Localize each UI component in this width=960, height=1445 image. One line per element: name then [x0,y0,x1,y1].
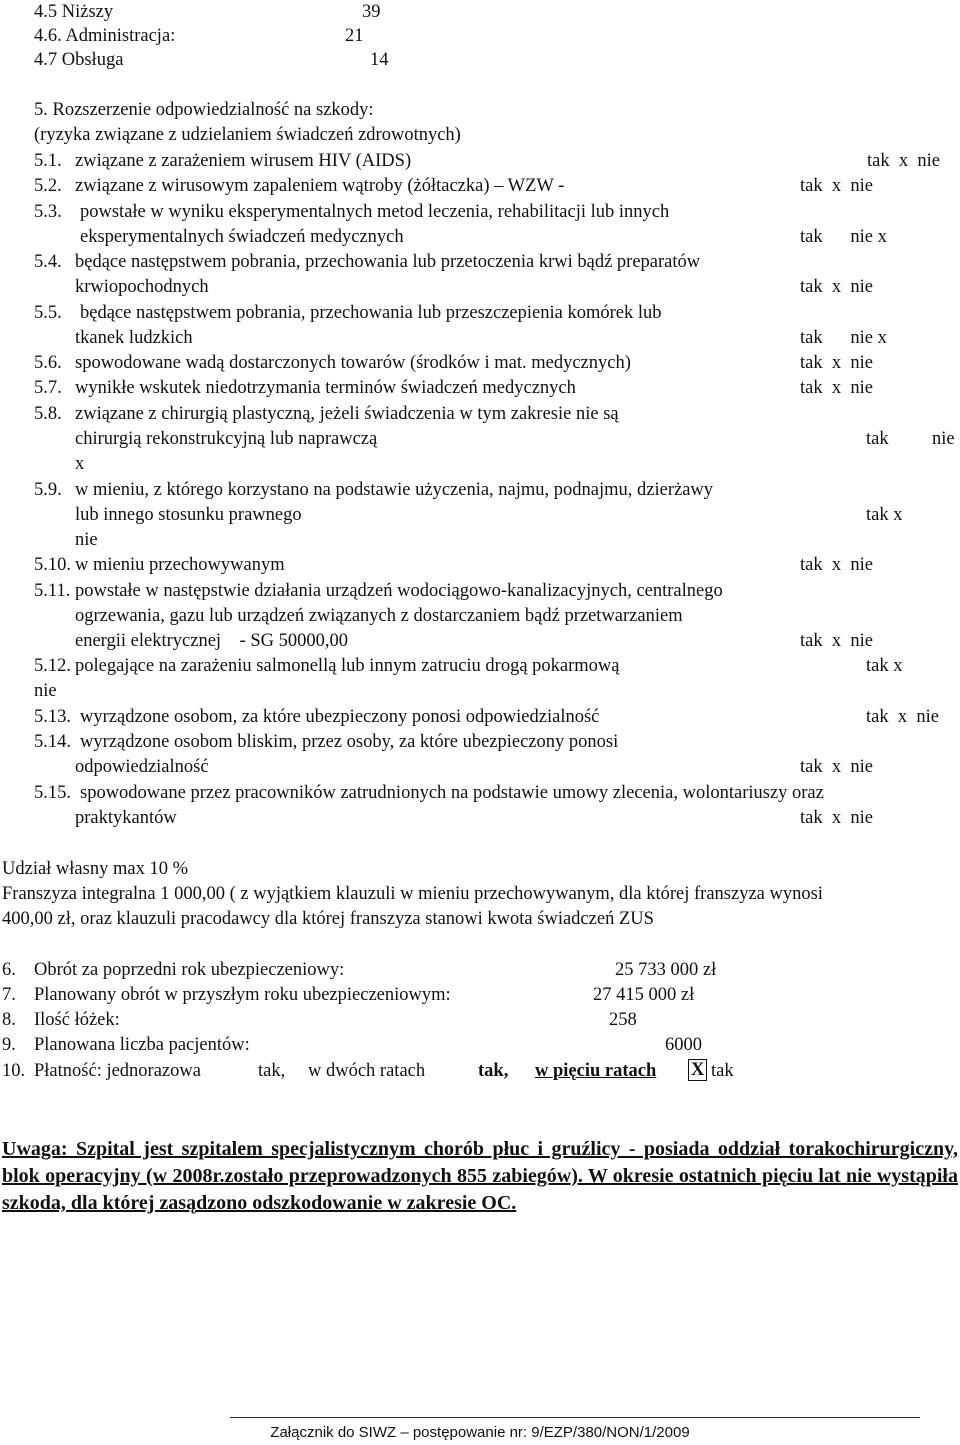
summary-label: Obrót za poprzedni rok ubezpieczeniowy: [34,960,345,980]
item-number: 5.10. [34,555,71,575]
summary-label: Ilość łóżek: [34,1010,120,1030]
item-text: będące następstwem pobrania, przechowania lub przeszczepienia komórek lub [80,303,662,323]
deductible-line-3: 400,00 zł, oraz klauzuli pracodawcy dla której franszyza stanowi kwota świadczeń ZUS [2,909,654,929]
item-text: związane z chirurgią plastyczną, jeżeli świadczenia w tym zakresie nie są [75,404,619,424]
item-number: 5.13. [34,707,71,727]
payment-five-installments: w pięciu ratach [535,1061,657,1081]
item-text-cont: lub innego stosunku prawnego [75,505,302,525]
item-option-nie: nie [932,429,955,449]
top-value-1: 39 [362,2,381,22]
item-text: spowodowane wadą dostarczonych towarów (środków i mat. medycznych) [75,353,631,373]
item-text: wyrządzone osobom bliskim, przez osoby, za które ubezpieczony ponosi [80,732,619,752]
item-number: 5.14. [34,732,71,752]
item-text: spowodowane przez pracowników zatrudnionych na podstawie umowy zlecenia, wolontariuszy oraz [80,783,824,803]
item-option-nie: nie [75,530,98,550]
item-options: tak x nie [867,151,940,171]
top-label-2: 4.6. Administracja: [34,26,176,46]
item-text: wynikłe wskutek niedotrzymania terminów świadczeń medycznych [75,378,576,398]
item-text-cont: praktykantów [75,808,177,828]
item-number: 5.7. [34,378,62,398]
item-option-nie: nie [34,681,57,701]
item-text-cont: energii elektrycznej - SG 50000,00 [75,631,348,651]
item-options: tak x nie [800,353,873,373]
item-number: 5.3. [34,202,62,222]
item-text-cont: odpowiedzialność [75,757,209,777]
item-options: tak x nie [800,808,873,828]
item-text-cont: eksperymentalnych świadczeń medycznych [80,227,404,247]
item-options: tak x nie [800,277,873,297]
summary-number: 7. [2,985,16,1005]
item-number: 5.8. [34,404,62,424]
item-text: wyrządzone osobom, za które ubezpieczony ponosi odpowiedzialność [80,707,600,727]
deductible-line-2: Franszyza integralna 1 000,00 ( z wyjątkiem klauzuli w mieniu przechowywanym, dla której franszyza wynosi [2,884,823,904]
summary-number: 8. [2,1010,16,1030]
item-text: związane z zarażeniem wirusem HIV (AIDS) [75,151,412,171]
item-text-cont: ogrzewania, gazu lub urządzeń związanych z dostarczaniem bądź przetwarzaniem [75,606,683,626]
item-number: 5.2. [34,176,62,196]
summary-number: 9. [2,1035,16,1055]
item-options: tak x [866,505,903,525]
item-number: 5.9. [34,480,62,500]
top-value-2: 21 [345,26,364,46]
item-options: tak x nie [800,555,873,575]
item-options: tak nie x [800,227,887,247]
item-number: 5.4. [34,252,62,272]
payment-mark: X [688,1059,707,1081]
payment-checkbox [688,1058,707,1083]
item-text: w mieniu, z którego korzystano na podstawie użyczenia, najmu, podnajmu, dzierżawy [75,480,714,500]
item-options: tak x nie [800,378,873,398]
footer-divider [230,1417,920,1418]
item-text-cont: tkanek ludzkich [75,328,193,348]
item-text: związane z wirusowym zapaleniem wątroby (żółtaczka) – WZW - [75,176,565,196]
payment-option-two: tak, [478,1061,509,1081]
item-number: 5.1. [34,151,62,171]
payment-option-single: tak, [258,1061,286,1081]
item-options: tak x nie [800,631,873,651]
payment-label: Płatność: jednorazowa [34,1061,201,1081]
top-label-3: 4.7 Obsługa [34,50,124,70]
summary-number: 6. [2,960,16,980]
item-number: 5.12. [34,656,71,676]
payment-two-installments: w dwóch ratach [308,1061,426,1081]
item-text: będące następstwem pobrania, przechowania lub przetoczenia krwi bądź preparatów [75,252,701,272]
item-text-cont: chirurgią rekonstrukcyjną lub naprawczą [75,429,378,449]
item-options: tak nie x [800,328,887,348]
payment-option-five: tak [711,1061,734,1081]
summary-value: 6000 [665,1035,702,1055]
item-number: 5.15. [34,783,71,803]
item-options: tak x nie [866,707,939,727]
summary-value: 27 415 000 zł [593,985,695,1005]
deductible-line-1: Udział własny max 10 % [2,859,188,879]
item-option-tak: tak [866,429,889,449]
item-option-x: x [75,454,85,474]
item-text: powstałe w następstwie działania urządzeń wodociągowo-kanalizacyjnych, centralnego [75,581,723,601]
item-number: 5.11. [34,581,71,601]
summary-label: Planowana liczba pacjentów: [34,1035,250,1055]
item-text: w mieniu przechowywanym [75,555,285,575]
item-text-cont: krwiopochodnych [75,277,209,297]
item-options: tak x nie [800,176,873,196]
top-value-3: 14 [370,50,389,70]
item-number: 5.5. [34,303,62,323]
item-number: 5.6. [34,353,62,373]
item-text: polegające na zarażeniu salmonellą lub innym zatruciu drogą pokarmową [75,656,620,676]
item-text: powstałe w wyniku eksperymentalnych metod leczenia, rehabilitacji lub innych [80,202,670,222]
summary-value: 258 [609,1010,637,1030]
section5-title-2: (ryzyka związane z udzielaniem świadczeń zdrowotnych) [34,125,461,145]
item-options: tak x nie [800,757,873,777]
warning-note: Uwaga: Szpital jest szpitalem specjalistycznym chorób płuc i gruźlicy - posiada oddział torakochirurgiczny, blok operacyjny (w 2008r.zostało przeprowadzonych 855 zabiegów). W okresie ostatnich pięciu lat nie wystąpiła szkoda, dla której zasądzono odszkodowanie w zakresie OC. [2,1138,958,1214]
top-label-1: 4.5 Niższy [34,2,114,22]
summary-label: Planowany obrót w przyszłym roku ubezpieczeniowym: [34,985,451,1005]
summary-value: 25 733 000 zł [615,960,717,980]
footer-text: Załącznik do SIWZ – postępowanie nr: 9/EZP/380/NON/1/2009 [270,1424,690,1441]
section5-title-1: 5. Rozszerzenie odpowiedzialność na szkody: [34,100,374,120]
payment-number: 10. [2,1061,26,1081]
item-options: tak x [866,656,903,676]
